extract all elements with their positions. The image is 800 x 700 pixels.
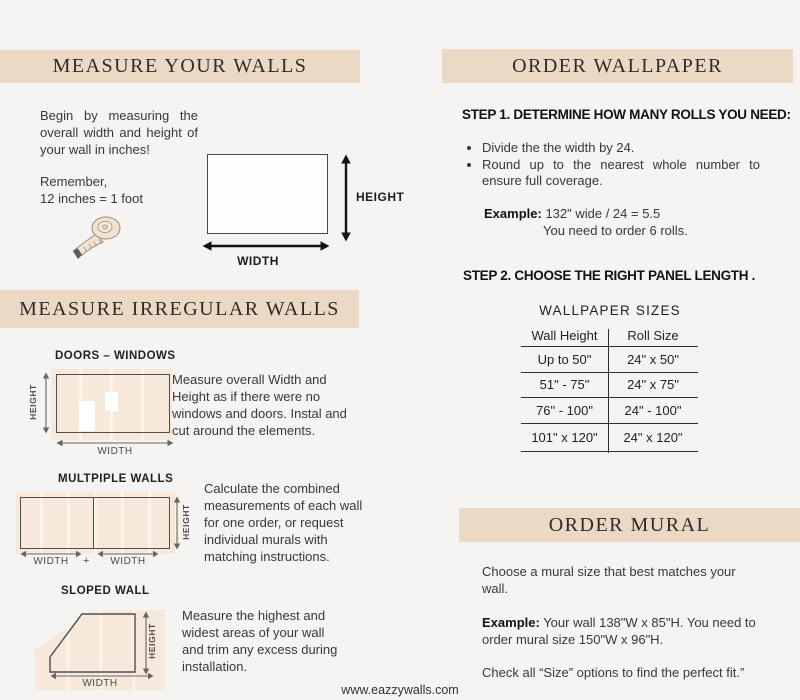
cell-wall-height: 101" x 120" (531, 429, 598, 445)
plus-sign: + (83, 555, 90, 567)
sloped-wall-label: SLOPED WALL (61, 585, 150, 597)
step2-heading: STEP 2. CHOOSE THE RIGHT PANEL LENGTH . (463, 268, 756, 283)
table-header-row (521, 325, 698, 347)
width-label: WIDTH (237, 254, 279, 268)
remember-line1: Remember, (40, 174, 108, 189)
doors-windows-label: DOORS – WINDOWS (55, 350, 176, 362)
irregular-walls-title: MEASURE IRREGULAR WALLS (19, 297, 340, 320)
cell-roll-size: 24" - 100" (624, 402, 682, 418)
multi-width-label-right: WIDTH (110, 556, 146, 567)
remember-note (40, 173, 143, 207)
table-row (521, 373, 698, 399)
cell-wall-height: Up to 50" (537, 351, 592, 367)
table-row (521, 424, 698, 452)
example-label: Example: (484, 206, 542, 221)
wall-divider-line (93, 497, 95, 549)
order-wallpaper-title: ORDER WALLPAPER (512, 54, 723, 77)
cell-wall-height: 51" - 75" (539, 377, 590, 393)
tape-measure-icon (72, 214, 128, 260)
wallpaper-sizes-table (521, 325, 698, 452)
col-header-roll-size: Roll Size (627, 328, 679, 343)
multiple-walls-text: Calculate the combined measurements of each wall for one order, or request individual murals with matching instructions. (204, 481, 363, 564)
door-shape (79, 401, 95, 431)
order-wallpaper-band (442, 49, 793, 83)
order-mural-title: ORDER MURAL (548, 513, 711, 536)
multi-width-label-left: WIDTH (33, 556, 69, 567)
measure-walls-band (0, 50, 360, 83)
bullet-divide: • Divide the the width by 24. (482, 140, 760, 157)
sloped-wall-text: Measure the highest and widest areas of your wall and trim any excess during installation. (182, 608, 338, 674)
wall-rectangle-diagram (207, 154, 328, 234)
multi-height-label: HEIGHT (181, 504, 191, 540)
measure-walls-title: MEASURE YOUR WALLS (52, 55, 308, 77)
height-arrow (339, 154, 353, 242)
doors-height-label: HEIGHT (28, 384, 38, 420)
height-label: HEIGHT (356, 190, 405, 204)
doors-windows-text: Measure overall Width and Height as if there were no windows and doors. Instal and cut around the elements. (172, 372, 347, 438)
mural-example-line1: Your wall 138"W x 85"H. You need to (543, 615, 756, 630)
wallpaper-sizes-title: WALLPAPER SIZES (539, 303, 681, 318)
example-calculation: 132" wide / 24 = 5.5 (545, 206, 661, 221)
website-footer: www.eazzywalls.com (341, 683, 459, 697)
doors-width-label: WIDTH (97, 446, 133, 457)
table-column-divider (608, 329, 609, 453)
order-mural-band (459, 508, 800, 542)
sloped-height-label: HEIGHT (147, 623, 157, 659)
irregular-walls-band (0, 290, 359, 328)
step1-heading: STEP 1. DETERMINE HOW MANY ROLLS YOU NEED: (462, 107, 791, 122)
wallpaper-example (484, 205, 688, 239)
mural-example (482, 614, 756, 648)
doors-height-arrow (41, 372, 51, 434)
table-row (521, 398, 698, 424)
multiple-walls-outline (20, 497, 170, 549)
mural-intro: Choose a mural size that best matches your wall. (482, 564, 736, 596)
table-row (521, 347, 698, 373)
remember-line2: 12 inches = 1 foot (40, 191, 143, 206)
width-arrow (202, 239, 330, 253)
mural-note: Check all “Size” options to find the perfect fit.” (482, 665, 745, 680)
cell-roll-size: 24" x 120" (623, 429, 683, 445)
step1-bullet-list (462, 140, 760, 190)
col-header-wall-height: Wall Height (531, 328, 598, 343)
example-result: You need to order 6 rolls. (543, 223, 688, 238)
mural-example-line2: order mural size 150"W x 96"H. (482, 632, 664, 647)
mural-example-label: Example: (482, 615, 540, 630)
cell-wall-height: 76" - 100" (536, 402, 593, 418)
sloped-width-label: WIDTH (82, 678, 118, 689)
cell-roll-size: 24" x 75" (627, 377, 679, 393)
window-shape (105, 392, 118, 411)
measure-walls-intro: Begin by measuring the overall width and height of your wall in inches! (40, 108, 198, 157)
cell-roll-size: 24" x 50" (627, 351, 679, 367)
multiple-walls-label: MULTPIPLE WALLS (58, 473, 174, 485)
bullet-round-up: • Round up to the nearest whole number to ensure full coverage. (482, 157, 760, 190)
